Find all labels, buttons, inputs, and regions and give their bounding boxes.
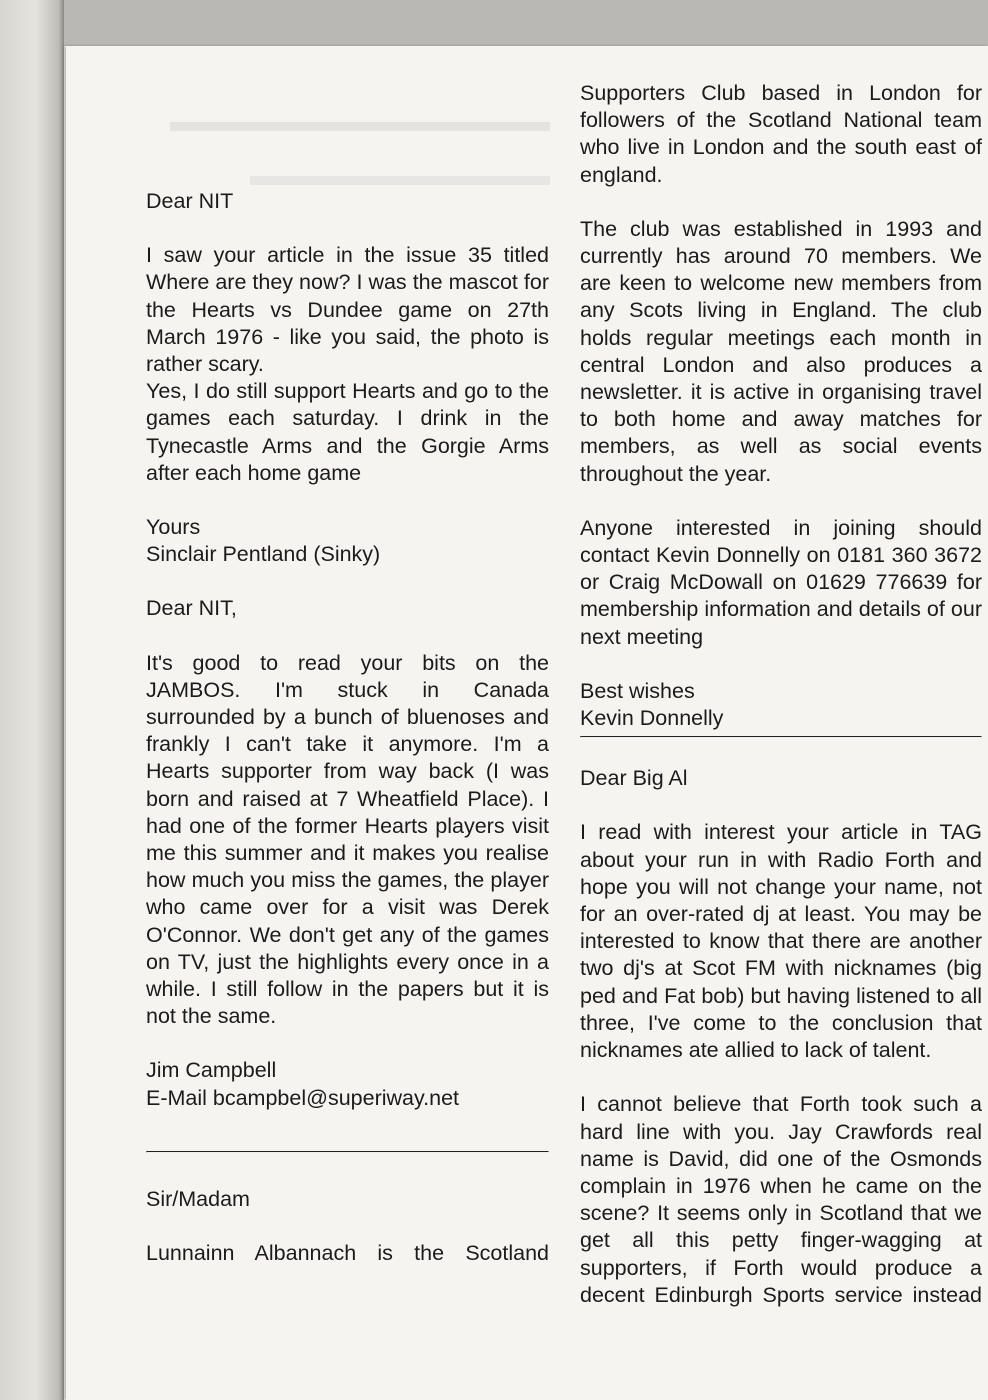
- letter-author: Kevin Donnelly: [580, 706, 724, 731]
- letter-paragraph: Lunnainn Albannach is the Scotland: [146, 1241, 549, 1266]
- letter-paragraph: I cannot believe that Forth took such a hard line with you. Jay Crawfords real name is David, did one of the Osmonds complain in 1976 when he came on the scene? It seems only in Scotland that we get all this petty finger-wagging at supporters, if Forth would produce a decent Edinburgh Sports service instead: [580, 1092, 982, 1307]
- scan-edge: [64, 0, 988, 46]
- right-column: [580, 80, 982, 1309]
- letter-paragraph: Supporters Club based in London for followers of the Scotland National team who live in London and the south east of england.: [580, 81, 982, 187]
- letter-salutation: Dear NIT: [146, 189, 234, 213]
- letter-paragraph: The club was established in 1993 and currently has around 70 members. We are keen to welcome new members from any Scots living in England. The club holds regular meetings each month in central London and also produces a newsletter. it is active in organising travel to both home and away matches for members, as well as social events throughout the year.: [580, 216, 982, 486]
- letter-signoff: Best wishes: [580, 678, 695, 703]
- letter-email: E-Mail bcampbel@superiway.net: [146, 1085, 459, 1110]
- letter-salutation: Dear NIT,: [146, 596, 237, 621]
- letter-salutation: Sir/Madam: [146, 1186, 250, 1211]
- letter-paragraph: Yes, I do still support Hearts and go to the games each saturday. I drink in the Tynecastle Arms and the Gorgie Arms after each home game: [146, 379, 549, 485]
- letter-salutation: Dear Big Al: [580, 766, 688, 791]
- letter-paragraph: It's good to read your bits on the JAMBOS. I'm stuck in Canada surrounded by a bunch of bluenoses and frankly I can't take it anymore. I'm a Hearts supporter from way back (I was born and raised at 7 Wheatfield Place). I had one of the former Hearts players visit me this summer and it makes you realise how much you miss the games, the player who came over for a visit was Derek O'Connor. We don't get any of the games on TV, just the highlights every once in a while. I still follow in the papers but it is not the same.: [146, 650, 549, 1029]
- letter-author: Sinclair Pentland (Sinky): [146, 542, 381, 567]
- letter-paragraph: I saw your article in the issue 35 titled Where are they now? I was the mascot for the Hearts vs Dundee game on 27th March 1976 - like you said, the photo is rather scary.: [146, 243, 549, 377]
- book-spine: [0, 0, 64, 1400]
- letter-signoff: Yours: [146, 515, 201, 540]
- letter-paragraph: Anyone interested in joining should contact Kevin Donnelly on 0181 360 3672 or Craig McDowall on 01629 776639 for membership information and details of our next meeting: [580, 515, 982, 649]
- letter-author: Jim Campbell: [146, 1058, 277, 1083]
- left-column: [146, 80, 549, 1267]
- letter-paragraph: I read with interest your article in TAG about your run in with Radio Forth and hope you will not change your name, not for an over-rated dj at least. You may be interested to know that there are another two dj's at Scot FM with nicknames (big ped and Fat bob) but having listened to all three, I've come to the conclusion that nicknames ate allied to lack of talent.: [580, 820, 982, 1063]
